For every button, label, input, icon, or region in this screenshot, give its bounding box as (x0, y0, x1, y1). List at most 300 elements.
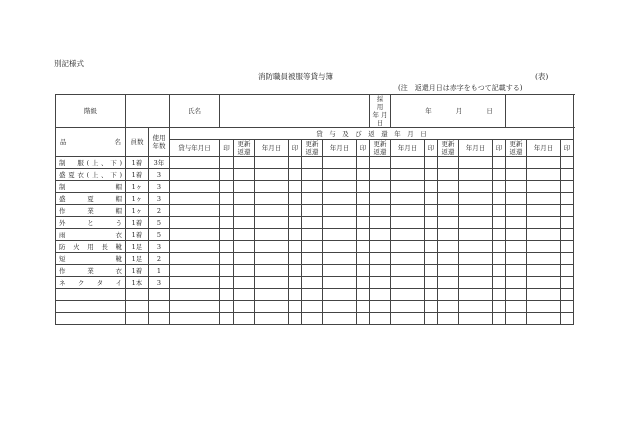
entry-cell[interactable] (170, 193, 220, 205)
entry-cell[interactable] (234, 289, 255, 301)
entry-cell[interactable] (234, 217, 255, 229)
entry-cell[interactable] (323, 217, 357, 229)
entry-cell[interactable] (561, 157, 574, 169)
entry-cell[interactable] (220, 217, 234, 229)
entry-cell[interactable] (561, 193, 574, 205)
entry-cell[interactable] (438, 157, 459, 169)
entry-cell[interactable] (391, 169, 425, 181)
entry-cell[interactable] (425, 289, 438, 301)
return-label: 返還 (305, 148, 319, 156)
entry-cell[interactable] (527, 241, 561, 253)
date-header: 年月日 (391, 140, 425, 157)
entry-cell[interactable] (493, 301, 506, 313)
entry-cell[interactable] (370, 301, 391, 313)
entry-cell[interactable] (527, 301, 561, 313)
entry-cell[interactable] (493, 181, 506, 193)
years-header-line2: 年数 (152, 142, 166, 150)
entry-cell[interactable] (255, 157, 289, 169)
item-name-cell: 作 業 衣 (56, 265, 126, 277)
entry-cell[interactable] (234, 229, 255, 241)
entry-cell[interactable] (493, 157, 506, 169)
entry-cell[interactable] (170, 313, 220, 325)
entry-cell[interactable] (323, 289, 357, 301)
entry-cell[interactable] (323, 169, 357, 181)
years-cell: 5 (149, 229, 170, 241)
entry-cell[interactable] (357, 277, 370, 289)
entry-cell[interactable] (357, 169, 370, 181)
entry-cell[interactable] (391, 277, 425, 289)
renew-label: 更新 (441, 140, 455, 148)
entry-cell[interactable] (289, 301, 302, 313)
entry-cell[interactable] (220, 265, 234, 277)
entry-cell[interactable] (527, 157, 561, 169)
item-name-cell: 短 靴 (56, 253, 126, 265)
table-row (56, 229, 574, 241)
seal-header: 印 (493, 140, 506, 157)
entry-cell[interactable] (438, 181, 459, 193)
entry-cell[interactable] (323, 241, 357, 253)
entry-cell[interactable] (506, 301, 527, 313)
loan-return-header: 貸 与 及 び 返 還 年 月 日 (170, 128, 574, 140)
entry-cell[interactable] (459, 301, 493, 313)
entry-cell[interactable] (438, 169, 459, 181)
entry-cell[interactable] (289, 289, 302, 301)
entry-cell[interactable] (302, 181, 323, 193)
renew-return-header (234, 140, 255, 157)
entry-cell[interactable] (234, 193, 255, 205)
entry-cell[interactable] (220, 241, 234, 253)
entry-cell[interactable] (506, 241, 527, 253)
entry-cell[interactable] (323, 301, 357, 313)
entry-cell[interactable] (302, 241, 323, 253)
entry-cell[interactable] (527, 265, 561, 277)
entry-cell[interactable] (357, 289, 370, 301)
entry-cell[interactable] (438, 301, 459, 313)
entry-cell[interactable] (255, 229, 289, 241)
entry-cell[interactable] (493, 265, 506, 277)
entry-cell[interactable] (234, 313, 255, 325)
hire-year-label: 年 (425, 107, 432, 115)
entry-cell[interactable] (255, 277, 289, 289)
entry-cell[interactable] (220, 289, 234, 301)
entry-cell[interactable] (438, 241, 459, 253)
entry-cell[interactable] (459, 217, 493, 229)
rank-label: 階級 (56, 95, 126, 128)
entry-cell[interactable] (323, 313, 357, 325)
date-header: 年月日 (459, 140, 493, 157)
entry-cell[interactable] (126, 289, 149, 301)
entry-cell[interactable] (289, 181, 302, 193)
return-label: 返還 (373, 148, 387, 156)
entry-cell[interactable] (391, 313, 425, 325)
entry-cell[interactable] (220, 205, 234, 217)
entry-cell[interactable] (234, 205, 255, 217)
renew-return-header (302, 140, 323, 157)
entry-cell[interactable] (126, 301, 149, 313)
entry-cell[interactable] (302, 289, 323, 301)
entry-cell[interactable] (289, 205, 302, 217)
entry-cell[interactable] (506, 205, 527, 217)
entry-cell[interactable] (302, 205, 323, 217)
entry-cell[interactable] (220, 229, 234, 241)
entry-cell[interactable] (56, 313, 126, 325)
renew-label: 更新 (305, 140, 319, 148)
entry-cell[interactable] (561, 241, 574, 253)
entry-cell[interactable] (234, 265, 255, 277)
form-label: 別記様式 (54, 59, 84, 68)
entry-cell[interactable] (438, 205, 459, 217)
entry-cell[interactable] (527, 253, 561, 265)
entry-cell[interactable] (527, 229, 561, 241)
entry-cell[interactable] (459, 229, 493, 241)
entry-cell[interactable] (234, 253, 255, 265)
entry-cell[interactable] (302, 217, 323, 229)
entry-cell[interactable] (527, 277, 561, 289)
entry-cell[interactable] (506, 157, 527, 169)
entry-cell[interactable] (506, 169, 527, 181)
entry-cell[interactable] (459, 277, 493, 289)
item-name-cell: 制 服(上、下) (56, 157, 126, 169)
entry-cell[interactable] (357, 193, 370, 205)
entry-cell[interactable] (561, 265, 574, 277)
entry-cell[interactable] (289, 169, 302, 181)
entry-cell[interactable] (255, 217, 289, 229)
entry-cell[interactable] (255, 289, 289, 301)
entry-cell[interactable] (323, 157, 357, 169)
entry-cell[interactable] (323, 229, 357, 241)
entry-cell[interactable] (170, 169, 220, 181)
entry-cell[interactable] (234, 277, 255, 289)
entry-cell[interactable] (357, 313, 370, 325)
entry-cell[interactable] (370, 205, 391, 217)
entry-cell[interactable] (391, 205, 425, 217)
entry-cell[interactable] (425, 301, 438, 313)
table-row (56, 241, 574, 253)
entry-cell[interactable] (220, 277, 234, 289)
entry-cell[interactable] (357, 181, 370, 193)
entry-cell[interactable] (370, 241, 391, 253)
entry-cell[interactable] (493, 253, 506, 265)
entry-cell[interactable] (289, 253, 302, 265)
renew-label: 更新 (509, 140, 523, 148)
quantity-cell: 1ヶ (126, 193, 149, 205)
entry-cell[interactable] (220, 253, 234, 265)
entry-cell[interactable] (234, 169, 255, 181)
entry-cell[interactable] (149, 289, 170, 301)
entry-cell[interactable] (289, 157, 302, 169)
entry-cell[interactable] (493, 217, 506, 229)
entry-cell[interactable] (459, 313, 493, 325)
entry-cell[interactable] (493, 313, 506, 325)
entry-cell[interactable] (438, 217, 459, 229)
entry-cell[interactable] (234, 157, 255, 169)
entry-cell[interactable] (126, 313, 149, 325)
table-row (56, 277, 574, 289)
entry-cell[interactable] (170, 217, 220, 229)
entry-cell[interactable] (370, 157, 391, 169)
entry-cell[interactable] (170, 229, 220, 241)
entry-cell[interactable] (391, 229, 425, 241)
entry-cell[interactable] (323, 265, 357, 277)
entry-cell[interactable] (255, 301, 289, 313)
quantity-header: 員数 (126, 128, 149, 157)
blank-row (56, 289, 574, 301)
entry-cell[interactable] (506, 181, 527, 193)
table-row (56, 157, 574, 169)
entry-cell[interactable] (170, 277, 220, 289)
entry-cell[interactable] (289, 313, 302, 325)
entry-cell[interactable] (561, 313, 574, 325)
entry-cell[interactable] (302, 157, 323, 169)
entry-cell[interactable] (425, 265, 438, 277)
entry-cell[interactable] (493, 241, 506, 253)
entry-cell[interactable] (561, 277, 574, 289)
entry-cell[interactable] (302, 301, 323, 313)
entry-cell[interactable] (561, 289, 574, 301)
entry-cell[interactable] (438, 193, 459, 205)
entry-cell[interactable] (370, 313, 391, 325)
entry-cell[interactable] (170, 253, 220, 265)
entry-cell[interactable] (561, 205, 574, 217)
item-name-cell: 作 業 帽 (56, 205, 126, 217)
entry-cell[interactable] (170, 181, 220, 193)
entry-cell[interactable] (289, 193, 302, 205)
entry-cell[interactable] (561, 217, 574, 229)
entry-cell[interactable] (391, 193, 425, 205)
entry-cell[interactable] (323, 205, 357, 217)
entry-cell[interactable] (370, 193, 391, 205)
entry-cell[interactable] (425, 205, 438, 217)
entry-cell[interactable] (493, 289, 506, 301)
entry-cell[interactable] (170, 289, 220, 301)
entry-cell[interactable] (506, 289, 527, 301)
entry-cell[interactable] (370, 289, 391, 301)
entry-cell[interactable] (220, 181, 234, 193)
entry-cell[interactable] (506, 265, 527, 277)
entry-cell[interactable] (357, 301, 370, 313)
form-note: (注 返還月日は赤字をもつて記載する) (398, 84, 523, 92)
entry-cell[interactable] (425, 217, 438, 229)
entry-cell[interactable] (220, 301, 234, 313)
entry-cell[interactable] (391, 265, 425, 277)
entry-cell[interactable] (527, 313, 561, 325)
entry-cell[interactable] (370, 181, 391, 193)
entry-cell[interactable] (506, 229, 527, 241)
entry-cell[interactable] (391, 241, 425, 253)
entry-cell[interactable] (255, 193, 289, 205)
entry-cell[interactable] (438, 313, 459, 325)
entry-cell[interactable] (220, 313, 234, 325)
return-label: 返還 (509, 148, 523, 156)
entry-cell[interactable] (391, 181, 425, 193)
table-row (56, 253, 574, 265)
name-value[interactable] (220, 95, 370, 128)
entry-cell[interactable] (493, 229, 506, 241)
entry-cell[interactable] (289, 229, 302, 241)
years-cell: 3 (149, 241, 170, 253)
entry-cell[interactable] (323, 181, 357, 193)
entry-cell[interactable] (527, 181, 561, 193)
entry-cell[interactable] (527, 169, 561, 181)
rank-value[interactable] (126, 95, 170, 128)
entry-cell[interactable] (357, 241, 370, 253)
entry-cell[interactable] (493, 193, 506, 205)
hire-date-value[interactable] (391, 95, 506, 128)
entry-cell[interactable] (425, 229, 438, 241)
years-cell: 1 (149, 265, 170, 277)
entry-cell[interactable] (357, 205, 370, 217)
entry-cell[interactable] (357, 217, 370, 229)
quantity-cell: 1着 (126, 265, 149, 277)
entry-cell[interactable] (459, 157, 493, 169)
entry-cell[interactable] (56, 301, 126, 313)
entry-cell[interactable] (438, 265, 459, 277)
entry-cell[interactable] (391, 289, 425, 301)
blank-row (56, 313, 574, 325)
date-header: 年月日 (255, 140, 289, 157)
item-name-cell: 制 帽 (56, 181, 126, 193)
entry-cell[interactable] (459, 169, 493, 181)
entry-cell[interactable] (255, 241, 289, 253)
return-label: 返還 (441, 148, 455, 156)
entry-cell[interactable] (255, 181, 289, 193)
entry-cell[interactable] (391, 301, 425, 313)
entry-cell[interactable] (357, 157, 370, 169)
quantity-cell: 1着 (126, 169, 149, 181)
entry-cell[interactable] (289, 265, 302, 277)
entry-cell[interactable] (438, 277, 459, 289)
entry-cell[interactable] (561, 253, 574, 265)
entry-cell[interactable] (425, 169, 438, 181)
entry-cell[interactable] (255, 253, 289, 265)
entry-cell[interactable] (302, 265, 323, 277)
entry-cell[interactable] (302, 313, 323, 325)
entry-cell[interactable] (459, 193, 493, 205)
entry-cell[interactable] (357, 265, 370, 277)
entry-cell[interactable] (302, 193, 323, 205)
entry-cell[interactable] (170, 265, 220, 277)
entry-cell[interactable] (425, 253, 438, 265)
entry-cell[interactable] (370, 169, 391, 181)
years-cell: 2 (149, 253, 170, 265)
entry-cell[interactable] (370, 217, 391, 229)
entry-cell[interactable] (289, 241, 302, 253)
entry-cell[interactable] (438, 229, 459, 241)
entry-cell[interactable] (170, 241, 220, 253)
quantity-cell: 1本 (126, 277, 149, 289)
entry-cell[interactable] (234, 301, 255, 313)
entry-cell[interactable] (391, 217, 425, 229)
entry-cell[interactable] (425, 277, 438, 289)
entry-cell[interactable] (506, 217, 527, 229)
entry-cell[interactable] (370, 229, 391, 241)
entry-cell[interactable] (506, 313, 527, 325)
entry-cell[interactable] (170, 205, 220, 217)
entry-cell[interactable] (527, 193, 561, 205)
entry-cell[interactable] (506, 193, 527, 205)
entry-cell[interactable] (459, 181, 493, 193)
entry-cell[interactable] (438, 289, 459, 301)
entry-cell[interactable] (289, 217, 302, 229)
entry-cell[interactable] (170, 301, 220, 313)
entry-cell[interactable] (56, 289, 126, 301)
entry-cell[interactable] (459, 265, 493, 277)
entry-cell[interactable] (255, 313, 289, 325)
entry-cell[interactable] (459, 241, 493, 253)
entry-cell[interactable] (493, 277, 506, 289)
entry-cell[interactable] (323, 277, 357, 289)
entry-cell[interactable] (391, 253, 425, 265)
entry-cell[interactable] (220, 157, 234, 169)
entry-cell[interactable] (289, 277, 302, 289)
seal-header: 印 (220, 140, 234, 157)
entry-cell[interactable] (220, 193, 234, 205)
return-label: 返還 (237, 148, 251, 156)
entry-cell[interactable] (527, 217, 561, 229)
entry-cell[interactable] (149, 301, 170, 313)
entry-cell[interactable] (234, 241, 255, 253)
entry-cell[interactable] (255, 205, 289, 217)
entry-cell[interactable] (527, 205, 561, 217)
entry-cell[interactable] (370, 253, 391, 265)
entry-cell[interactable] (391, 157, 425, 169)
entry-cell[interactable] (493, 169, 506, 181)
entry-cell[interactable] (438, 253, 459, 265)
entry-cell[interactable] (527, 289, 561, 301)
entry-cell[interactable] (323, 253, 357, 265)
entry-cell[interactable] (255, 265, 289, 277)
entry-cell[interactable] (459, 253, 493, 265)
entry-cell[interactable] (561, 181, 574, 193)
entry-cell[interactable] (357, 229, 370, 241)
entry-cell[interactable] (323, 193, 357, 205)
entry-cell[interactable] (561, 301, 574, 313)
seal-header: 印 (357, 140, 370, 157)
entry-cell[interactable] (302, 253, 323, 265)
entry-cell[interactable] (425, 181, 438, 193)
item-name-cell: 盛 夏 帽 (56, 193, 126, 205)
entry-cell[interactable] (170, 157, 220, 169)
entry-cell[interactable] (506, 253, 527, 265)
entry-cell[interactable] (370, 265, 391, 277)
hire-month-label: 月 (455, 107, 463, 115)
item-header-a: 品 (60, 138, 67, 146)
entry-cell[interactable] (561, 229, 574, 241)
entry-cell[interactable] (220, 169, 234, 181)
quantity-cell: 1足 (126, 241, 149, 253)
entry-cell[interactable] (302, 229, 323, 241)
hire-day-label: 日 (486, 107, 493, 115)
entry-cell[interactable] (234, 181, 255, 193)
entry-cell[interactable] (302, 169, 323, 181)
entry-cell[interactable] (459, 205, 493, 217)
entry-cell[interactable] (357, 253, 370, 265)
entry-cell[interactable] (493, 205, 506, 217)
entry-cell[interactable] (302, 277, 323, 289)
entry-cell[interactable] (370, 277, 391, 289)
entry-cell[interactable] (255, 169, 289, 181)
entry-cell[interactable] (425, 193, 438, 205)
entry-cell[interactable] (506, 277, 527, 289)
blank-row (56, 301, 574, 313)
entry-cell[interactable] (425, 157, 438, 169)
entry-cell[interactable] (149, 313, 170, 325)
entry-cell[interactable] (425, 313, 438, 325)
entry-cell[interactable] (561, 169, 574, 181)
table-row (56, 193, 574, 205)
entry-cell[interactable] (425, 241, 438, 253)
entry-cell[interactable] (459, 289, 493, 301)
